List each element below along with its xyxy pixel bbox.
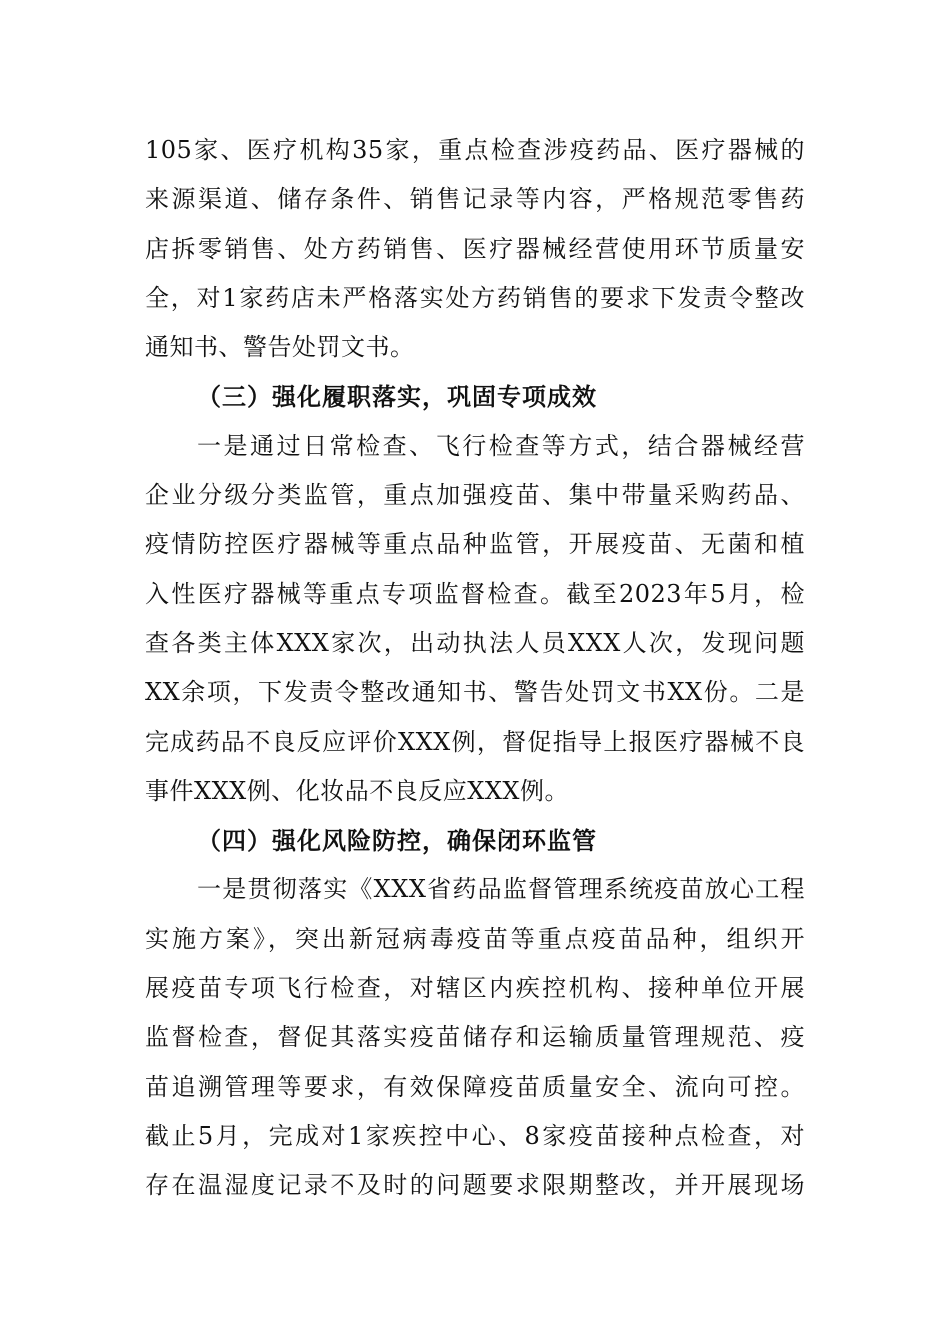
paragraph-line: 存在温湿度记录不及时的问题要求限期整改，并开展现场 — [145, 1171, 805, 1200]
paragraph-line: 通知书、警告处罚文书。 — [145, 333, 415, 362]
paragraph-line: 查各类主体XXX家次，出动执法人员XXX人次，发现问题 — [145, 628, 805, 657]
paragraph-line: 来源渠道、储存条件、销售记录等内容，严格规范零售药 — [145, 185, 805, 214]
paragraph-line: 截止5月，完成对1家疾控中心、8家疫苗接种点检查，对 — [145, 1121, 805, 1150]
paragraph-line: 店拆零销售、处方药销售、医疗器械经营使用环节质量安 — [145, 234, 805, 263]
paragraph-line: 一是通过日常检查、飞行检查等方式，结合器械经营 — [197, 431, 805, 460]
paragraph-line: 入性医疗器械等重点专项监督检查。截至2023年5月，检 — [145, 579, 805, 608]
paragraph-line: 企业分级分类监管，重点加强疫苗、集中带量采购药品、 — [145, 481, 805, 510]
document-body — [145, 126, 805, 1211]
paragraph-line: XX余项，下发责令整改通知书、警告处罚文书XX份。二是 — [145, 678, 805, 707]
paragraph-line: 完成药品不良反应评价XXX例，督促指导上报医疗器械不良 — [145, 727, 805, 756]
paragraph-line: 监督检查，督促其落实疫苗储存和运输质量管理规范、疫 — [145, 1023, 805, 1052]
paragraph-line: 事件XXX例、化妆品不良反应XXX例。 — [145, 776, 570, 805]
paragraph-line: 展疫苗专项飞行检查，对辖区内疾控机构、接种单位开展 — [145, 974, 805, 1003]
paragraph-line: 105家、医疗机构35家，重点检查涉疫药品、医疗器械的 — [145, 136, 805, 164]
paragraph-line: 全，对1家药店未严格落实处方药销售的要求下发责令整改 — [145, 283, 805, 312]
section-heading-3: （三）强化履职落实，巩固专项成效 — [197, 382, 597, 412]
paragraph-line: 实施方案》，突出新冠病毒疫苗等重点疫苗品种，组织开 — [145, 924, 805, 953]
paragraph-line: 一是贯彻落实《XXX省药品监督管理系统疫苗放心工程 — [197, 875, 805, 904]
paragraph-line: 苗追溯管理等要求，有效保障疫苗质量安全、流向可控。 — [145, 1072, 805, 1101]
paragraph-line: 疫情防控医疗器械等重点品种监管，开展疫苗、无菌和植 — [145, 530, 805, 559]
section-heading-4: （四）强化风险防控，确保闭环监管 — [197, 826, 597, 856]
